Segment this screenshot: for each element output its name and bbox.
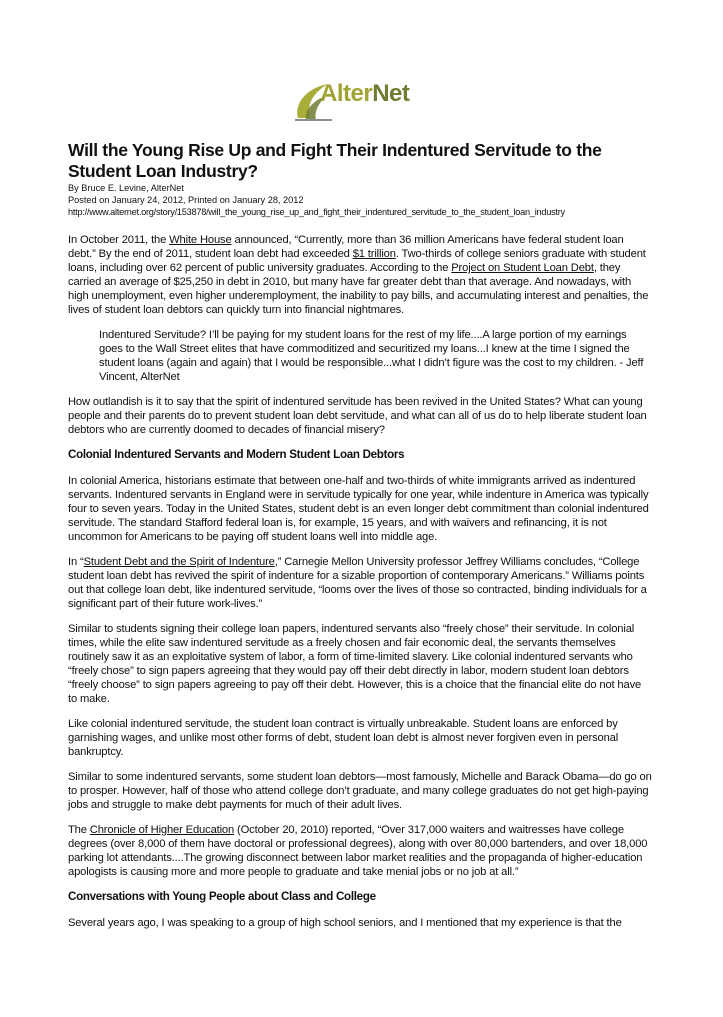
article-byline: By Bruce E. Levine, AlterNet (68, 183, 184, 193)
paragraph-4 (68, 555, 653, 611)
project-student-loan-debt-link[interactable]: Project on Student Loan Debt (451, 262, 594, 274)
paragraph-5: Similar to students signing their college loan papers, indentured servants also “freely chose” their servitude. In colonial times, while the elite saw indentured servitude as a freely chosen and fair economic deal, the servants themselves routinely saw it as an exploitative system of labor, a form of time-limited slavery. Like colonial indentured servants who “freely chose” to sign papers agreeing that they would pay off their debt directly in labor, modern student loan debtors “freely choose” to sign papers agreeing to pay off their debt. However, this is a choice that the financial elite do not have to make. (68, 623, 642, 705)
paragraph-8 (68, 823, 653, 879)
paragraph-9: Several years ago, I was speaking to a group of high school seniors, and I mentioned that my experience is that the (68, 917, 622, 929)
alternet-logo (292, 74, 452, 124)
section-heading-colonial: Colonial Indentured Servants and Modern Student Loan Debtors (68, 448, 405, 461)
text: announced, “Currently, more than 36 million Americans have federal student loan debt.” By the end of 2011, student loan debt had exceeded (68, 234, 624, 260)
logo-net: Net (372, 80, 410, 107)
article-url: http://www.alternet.org/story/153878/will_the_young_rise_up_and_fight_their_indentured_servitude_to_the_student_loan_industry (68, 207, 565, 217)
logo-alter: Alter (320, 80, 373, 107)
text: (October 20, 2010) reported, “Over 317,000 waiters and waitresses have college degrees (over 8,000 of them have doctoral or professional degrees), along with over 80,000 bartenders, and over 18,000 parking lot attendants....The growing disconnect between labor market realities and the propaganda of higher-education apologists is causing more and more people to graduate and take menial jobs or no job at all.” (68, 824, 648, 878)
block-quote: Indentured Servitude? I’ll be paying for my student loans for the rest of my life....A large portion of my earnings goes to the Wall Street elites that have commoditized and securitized my loans...I knew at the time I signed the student loans (again and again) that I would be responsible...what I didn’t figure was the cost to my children. - Jeff Vincent, AlterNet (99, 329, 644, 383)
student-debt-spirit-link[interactable]: Student Debt and the Spirit of Indenture (83, 556, 275, 568)
article-content (68, 140, 653, 941)
section-heading-conversations: Conversations with Young People about Class and College (68, 890, 376, 903)
chronicle-link[interactable]: Chronicle of Higher Education (89, 824, 235, 836)
text: . Two-thirds of college seniors graduate with student loans, including over 62 percent of public university graduates. According to the (68, 248, 646, 274)
paragraph-6: Like colonial indentured servitude, the student loan contract is virtually unbreakable. Student loans are enforced by garnishing wages, and unlike most other forms of debt, student loan debt is almost never forgiven even in personal bankruptcy. (68, 718, 619, 758)
white-house-link[interactable]: White House (169, 234, 232, 246)
text: In “ (68, 556, 84, 568)
text: In October 2011, the (68, 234, 170, 246)
article-dates: Posted on January 24, 2012, Printed on January 28, 2012 (68, 195, 304, 205)
article-title: Will the Young Rise Up and Fight Their Indentured Servitude to the Student Loan Industry? (68, 140, 602, 181)
text: The (68, 824, 90, 836)
paragraph-7: Similar to some indentured servants, some student loan debtors—most famously, Michelle and Barack Obama—do go on to prosper. However, half of those who attend college don’t graduate, and many college graduates do not get high-paying jobs and struggle to make debt payments for much of their adult lives. (68, 771, 652, 811)
paragraph-3: In colonial America, historians estimate that between one-half and two-thirds of white immigrants arrived as indentured servants. Indentured servants in England were in servitude typically for one year, while indenture in America was typically four to seven years. Today in the United States, student debt is an even longer debt commitment than colonial indentured servitude. The standard Stafford federal loan is, for example, 15 years, and with waivers and refinancing, it is not uncommon for Americans to be paying off student loans well into middle age. (68, 475, 649, 543)
trillion-link[interactable]: $1 trillion (352, 248, 396, 260)
paragraph-1 (68, 233, 653, 317)
text: ,” Carnegie Mellon University professor Jeffrey Williams concludes, “College student loan debt has revived the spirit of indenture for a sizable proportion of contemporary Americans.” Williams points out that college loan debt, like indentured servitude, “looms over the lives of those so contracted, binding individuals for a significant part of their future work-lives.” (68, 556, 647, 610)
text: , they carried an average of $25,250 in debt in 2010, but many have far greater debt than that average. And nowadays, with high unemployment, even higher underemployment, the inability to pay bills, and accumulating interest and penalties, the lives of student loan debtors can quickly turn into financial nightmares. (68, 262, 649, 316)
logo-wordmark (320, 80, 409, 108)
paragraph-2: How outlandish is it to say that the spirit of indentured servitude has been revived in the United States? What can young people and their parents do to prevent student loan debt servitude, and what can all of us do to help liberate student loan debtors who are currently doomed to decades of financial misery? (68, 396, 647, 436)
